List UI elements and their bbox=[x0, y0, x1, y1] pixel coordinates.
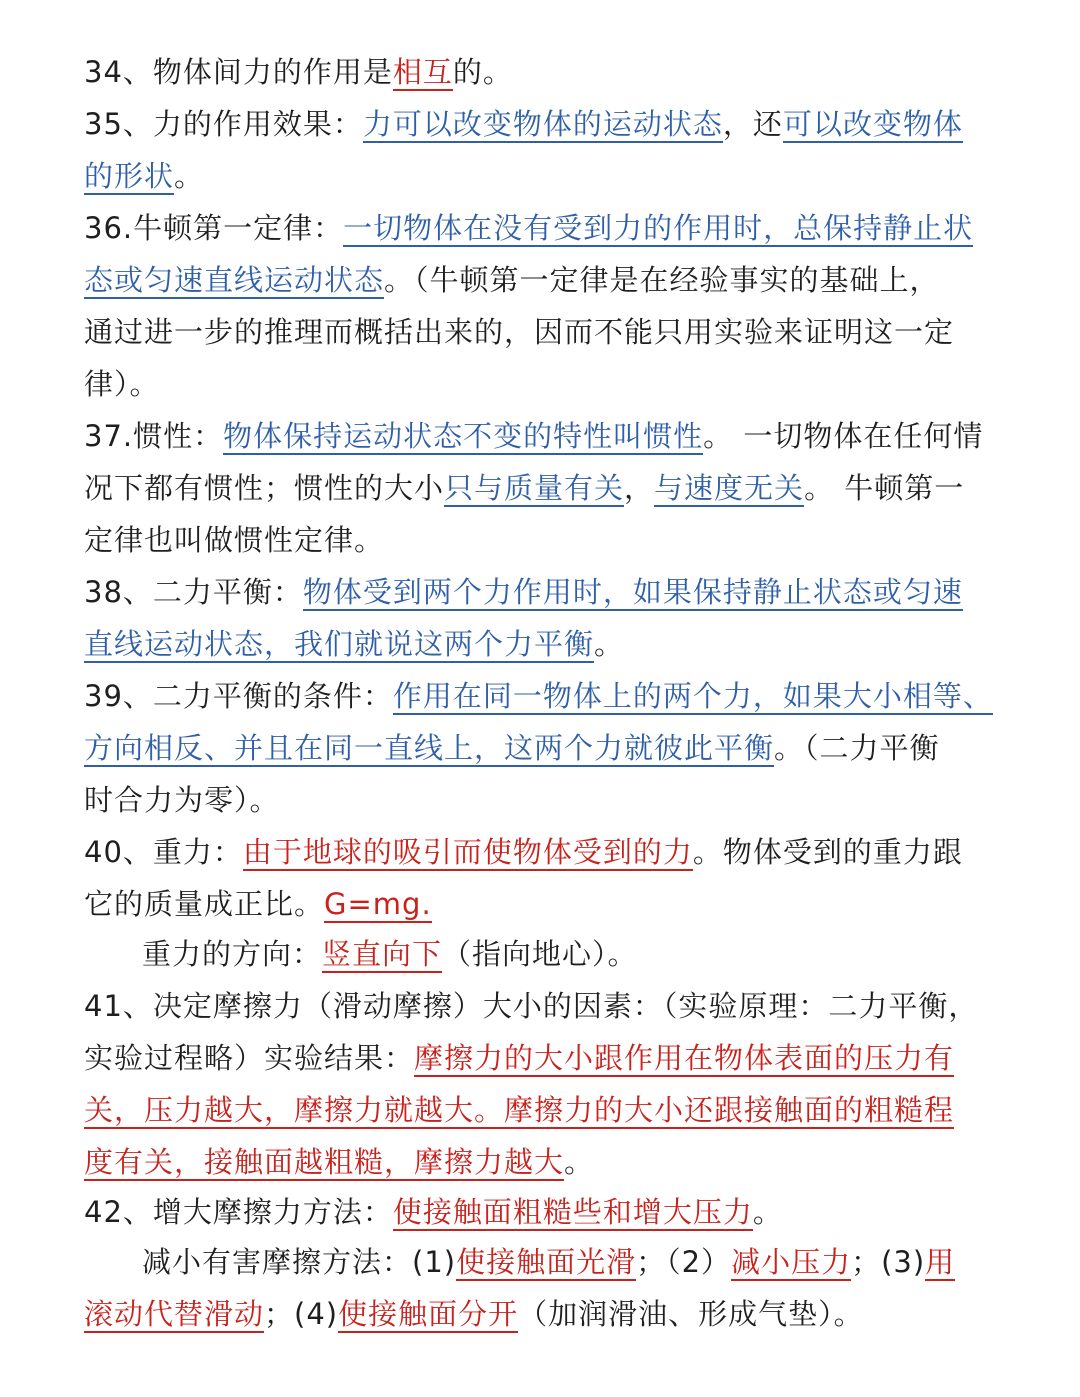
note-line bbox=[84, 104, 1004, 144]
line-text: ， bbox=[624, 471, 655, 505]
line-text: ；（2） bbox=[636, 1245, 732, 1279]
note-line bbox=[142, 1242, 1062, 1282]
highlighted-text: 摩擦力的大小跟作用在物体表面的压力有 bbox=[414, 1041, 955, 1075]
highlighted-text: 直线运动状态，我们就说这两个力平衡 bbox=[84, 627, 595, 661]
highlighted-text: 态或匀速直线运动状态 bbox=[84, 263, 385, 297]
line-text: 定律也叫做惯性定律。 bbox=[84, 523, 385, 557]
line-text: 39、二力平衡的条件： bbox=[84, 679, 393, 713]
highlighted-text: 使接触面光滑 bbox=[456, 1245, 637, 1279]
note-line bbox=[84, 1090, 1004, 1130]
line-text: 36.牛顿第一定律： bbox=[84, 211, 344, 245]
highlighted-text: 相互 bbox=[392, 55, 453, 89]
note-line bbox=[84, 780, 1004, 820]
highlighted-text: G=mg. bbox=[324, 887, 432, 921]
highlighted-text: 用 bbox=[925, 1245, 956, 1279]
line-text: 它的质量成正比。 bbox=[84, 887, 325, 921]
line-text: 40、重力： bbox=[84, 835, 243, 869]
line-text: 况下都有惯性；惯性的大小 bbox=[84, 471, 445, 505]
highlighted-text: 度有关，接触面越粗糙，摩擦力越大 bbox=[84, 1145, 565, 1179]
line-text: 重力的方向： bbox=[142, 937, 323, 971]
highlighted-text: 物体保持运动状态不变的特性叫惯性 bbox=[223, 419, 704, 453]
line-text: 。 bbox=[564, 1145, 595, 1179]
note-line bbox=[84, 156, 1004, 196]
note-line bbox=[142, 934, 1062, 974]
line-text: 实验过程略）实验结果： bbox=[84, 1041, 415, 1075]
highlighted-text: 减小压力 bbox=[731, 1245, 852, 1279]
line-text: 42、增大摩擦力方法： bbox=[84, 1195, 393, 1229]
note-line bbox=[84, 1142, 1004, 1182]
line-text: 。 一切物体在任何情 bbox=[703, 419, 984, 453]
note-line bbox=[84, 1294, 1004, 1334]
line-text: 时合力为零）。 bbox=[84, 783, 280, 817]
highlighted-text: 一切物体在没有受到力的作用时，总保持静止状 bbox=[343, 211, 974, 245]
line-text: 通过进一步的推理而概括出来的，因而不能只用实验来证明这一定 bbox=[84, 315, 955, 349]
highlighted-text: 可以改变物体 bbox=[782, 107, 963, 141]
note-line bbox=[84, 1192, 1004, 1232]
note-line bbox=[84, 364, 1004, 404]
highlighted-text: 关，压力越大，摩擦力就越大。摩擦力的大小还跟接触面的粗糙程 bbox=[84, 1093, 955, 1127]
line-text: 的。 bbox=[452, 55, 513, 89]
line-text: ，还 bbox=[722, 107, 783, 141]
line-text: （指向地心）。 bbox=[442, 937, 638, 971]
line-text: 35、力的作用效果： bbox=[84, 107, 363, 141]
line-text: 减小有害摩擦方法：(1) bbox=[142, 1245, 457, 1279]
highlighted-text: 使接触面分开 bbox=[338, 1297, 519, 1331]
line-text: 34、物体间力的作用是 bbox=[84, 55, 393, 89]
line-text: 38、二力平衡： bbox=[84, 575, 303, 609]
highlighted-text: 作用在同一物体上的两个力，如果大小相等、 bbox=[392, 679, 993, 713]
note-line bbox=[84, 728, 1004, 768]
highlighted-text: 与速度无关 bbox=[654, 471, 805, 505]
note-line bbox=[84, 832, 1004, 872]
highlighted-text: 由于地球的吸引而使物体受到的力 bbox=[242, 835, 693, 869]
line-text: ；(4) bbox=[264, 1297, 339, 1331]
note-line bbox=[84, 208, 1004, 248]
line-text: 。 bbox=[174, 159, 205, 193]
line-text: （加润滑油、形成气垫）。 bbox=[518, 1297, 864, 1331]
note-line bbox=[84, 468, 1004, 508]
line-text: 。 牛顿第一 bbox=[804, 471, 965, 505]
line-text: 律）。 bbox=[84, 367, 160, 401]
note-line bbox=[84, 416, 1004, 456]
line-text: 41、决定摩擦力（滑动摩擦）大小的因素：（实验原理：二力平衡， bbox=[84, 989, 979, 1023]
note-line bbox=[84, 520, 1004, 560]
note-line bbox=[84, 312, 1004, 352]
line-text: 。（二力平衡 bbox=[774, 731, 940, 765]
highlighted-text: 的形状 bbox=[84, 159, 175, 193]
highlighted-text: 滚动代替滑动 bbox=[84, 1297, 265, 1331]
note-line bbox=[84, 52, 1004, 92]
highlighted-text: 使接触面粗糙些和增大压力 bbox=[392, 1195, 753, 1229]
line-text: 。 bbox=[594, 627, 625, 661]
note-line bbox=[84, 260, 1004, 300]
note-line bbox=[84, 624, 1004, 664]
highlighted-text: 只与质量有关 bbox=[444, 471, 625, 505]
line-text: 37.惯性： bbox=[84, 419, 224, 453]
highlighted-text: 竖直向下 bbox=[322, 937, 443, 971]
line-text: 。物体受到的重力跟 bbox=[692, 835, 963, 869]
note-line bbox=[84, 1038, 1004, 1078]
note-line bbox=[84, 986, 1004, 1026]
line-text: 。（牛顿第一定律是在经验事实的基础上， bbox=[384, 263, 940, 297]
note-line bbox=[84, 884, 1004, 924]
note-line bbox=[84, 572, 1004, 612]
line-text: 。 bbox=[752, 1195, 783, 1229]
note-line bbox=[84, 676, 1004, 716]
highlighted-text: 物体受到两个力作用时，如果保持静止状态或匀速 bbox=[302, 575, 963, 609]
highlighted-text: 力可以改变物体的运动状态 bbox=[362, 107, 723, 141]
line-text: ；(3) bbox=[851, 1245, 926, 1279]
highlighted-text: 方向相反、并且在同一直线上，这两个力就彼此平衡 bbox=[84, 731, 775, 765]
